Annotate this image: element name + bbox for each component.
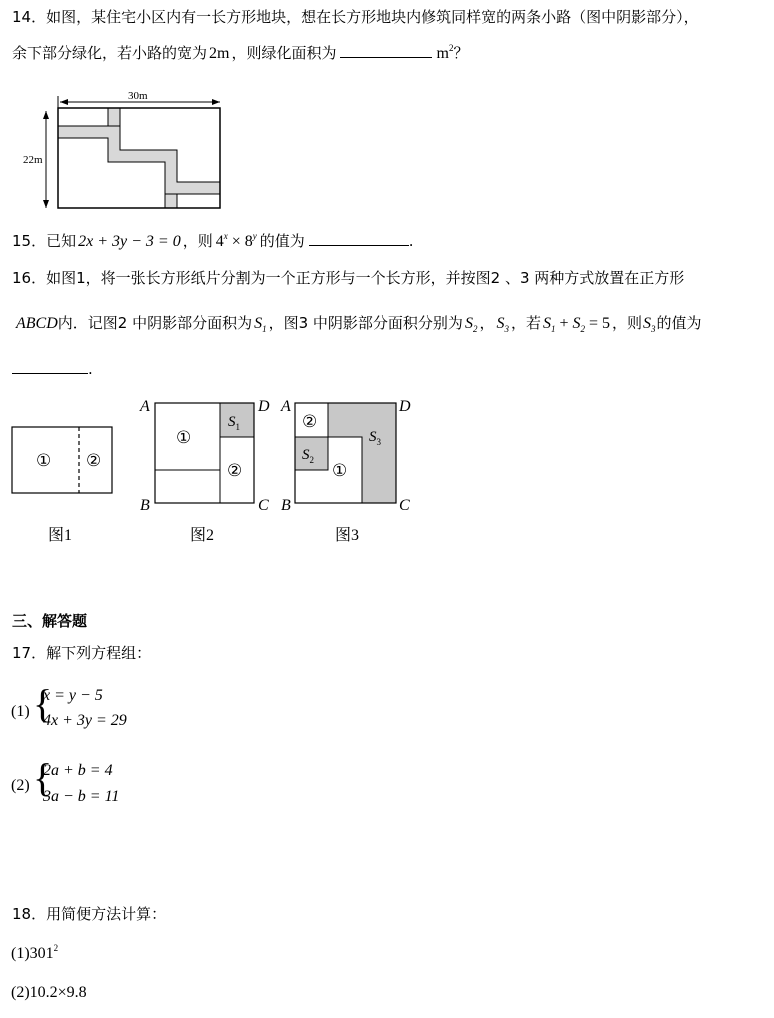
q14-text-line2b: ，则绿化面积为 [231, 44, 337, 62]
q18-number: 18． [12, 905, 47, 923]
q14-line1 [12, 10, 699, 25]
fig3-vertex-B: B [281, 497, 291, 514]
q14-answer-blank[interactable] [340, 57, 432, 58]
q14-road-connect [108, 108, 120, 126]
fig3-label-2: ② [302, 412, 318, 431]
q15-mid: ，则 [182, 232, 213, 250]
q15-answer-blank[interactable] [309, 245, 409, 246]
q16-text-l2a: 内．记图2 中阴影部分面积为 [57, 314, 253, 332]
fig1-label-1: ① [36, 451, 52, 470]
fig2-vertex-C: C [258, 497, 269, 514]
q16-fig2-caption: 图2 [190, 527, 215, 544]
q15-number: 15． [12, 232, 47, 250]
fig2-label-2: ② [227, 461, 243, 480]
q15-line [12, 231, 414, 250]
q14-width-value: 2m [209, 45, 230, 62]
q16-text-l2d: ，则 [612, 314, 643, 332]
q18-p1 [11, 943, 59, 962]
q16-s3-ask: $S_3$ [643, 315, 656, 334]
q17-p2-eq1: 2a + b = 4 [43, 762, 113, 779]
fig2-vertex-D: D [258, 398, 270, 415]
q16-number: 16． [12, 269, 47, 287]
q17-p2-brace: { [33, 755, 53, 800]
q16-text-l2e: 的值为 [656, 314, 702, 332]
q16-s3: $S_3$ [496, 315, 509, 334]
q16-figure3 [280, 392, 420, 517]
q14-figure [20, 88, 230, 213]
q15-expression: 4$^x$ × 8$^y$ [215, 231, 257, 250]
q17-p1-eq1: x = y − 5 [43, 687, 103, 704]
q14-width-label: 30m [128, 90, 148, 102]
q17-number: 17． [12, 644, 47, 662]
q16-line2: ABCD内．记图2 中阴影部分面积为 $S_1$ ，图3 中阴影部分面积分别为 $S_2$ ， $S_3$ ，若 $S_1 + S_2 = 5$ ，则$S_3$的值为 [16, 314, 702, 334]
fig3-vertex-D: D [399, 398, 411, 415]
q16-abcd: ABCD [16, 315, 58, 332]
fig3-s3: $S_3$ [369, 429, 381, 447]
q16-s2: $S_2$ [464, 315, 478, 334]
q14-road-bottom [165, 194, 177, 208]
q17-p1-eq2: 4x + 3y = 29 [43, 712, 127, 729]
q16-sum-equation: $S_1 + S_2 = 5$ [542, 315, 611, 334]
q16-text-l2c: ，若 [510, 314, 541, 332]
q16-line3 [12, 362, 93, 377]
q18-p2-label: (2) [11, 984, 30, 1001]
fig2-vertex-A: A [140, 398, 150, 415]
q18-text: 用简便方法计算： [46, 905, 167, 923]
fig3-label-1: ① [332, 461, 348, 480]
q14-road-horizontal [58, 126, 220, 194]
q16-figure2 [135, 392, 280, 517]
fig2-label-1: ① [176, 428, 192, 447]
q14-text-line1: 如图，某住宅小区内有一长方形地块，想在长方形地块内修筑同样宽的两条小路（图中阴影部分）， [46, 8, 699, 26]
q17-p1-label: (1) [11, 703, 30, 720]
q18-p1-base: 301 [29, 945, 54, 962]
q17-line [12, 646, 151, 661]
q18-p2-expr: 10.2×9.8 [29, 984, 87, 1001]
fig2-vertex-B: B [140, 497, 150, 514]
q14-unit: $m^2$ [436, 43, 454, 62]
q17-p2-label: (2) [11, 777, 30, 794]
q15-equation: 2x + 3y − 3 = 0 [78, 233, 181, 250]
q16-text-line1: 如图1，将一张长方形纸片分割为一个正方形与一个长方形，并按图2 、3 两种方式放置在正方形 [46, 269, 685, 287]
q15-post: 的值为 [259, 232, 305, 250]
q18-p1-label: (1) [11, 945, 30, 962]
q14-tail: ？ [453, 44, 469, 62]
fig3-s2: $S_2$ [302, 447, 314, 465]
q16-answer-blank[interactable] [12, 373, 88, 374]
q17-p1-brace: { [33, 681, 53, 726]
q16-fig3-caption: 图3 [335, 527, 360, 544]
q15-end: . [408, 232, 414, 250]
q16-fig1-caption: 图1 [48, 527, 73, 544]
q17-p2-eq2: 3a − b = 11 [43, 788, 120, 805]
fig1-label-2: ② [86, 451, 102, 470]
q14-text-line2a: 余下部分绿化，若小路的宽为 [12, 44, 208, 62]
q16-s1: $S_1$ [254, 315, 267, 334]
fig2-s1: $S_1$ [228, 414, 240, 432]
q18-p2 [11, 985, 87, 1001]
q16-end: . [88, 360, 93, 378]
q18-p1-exp: 2 [53, 943, 59, 953]
fig3-vertex-C: C [399, 497, 410, 514]
q14-height-label: 22m [23, 154, 43, 166]
q16-figure1 [10, 420, 116, 498]
fig3-vertex-A: A [281, 398, 291, 415]
q17-text: 解下列方程组： [46, 644, 152, 662]
q16-text-l2b: ，图3 中阴影部分面积分别为 [268, 314, 463, 332]
q18-line [12, 907, 166, 922]
q14-number: 14． [12, 8, 47, 26]
q15-pre: 已知 [46, 232, 77, 250]
q14-line2 [12, 43, 469, 62]
q16-line1 [12, 271, 684, 286]
section3-heading: 三、解答题 [12, 612, 88, 630]
